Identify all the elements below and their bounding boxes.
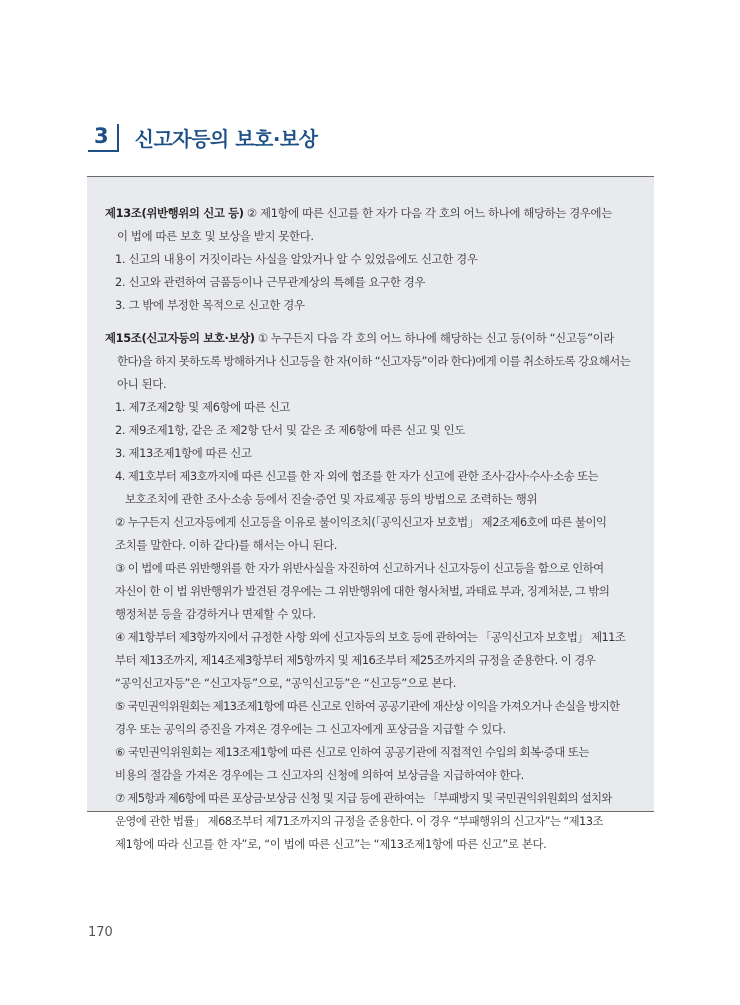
article-13-intro-1: ② 제1항에 따른 신고를 한 자가 다음 각 호의 어느 하나에 해당하는 경우에는	[243, 206, 612, 220]
article-13-item-1: 1. 신고의 내용이 거짓이라는 사실을 알았거나 알 수 있었음에도 신고한 경우	[115, 252, 478, 266]
article-15-para-2-line-1: ② 누구든지 신고자등에게 신고등을 이유로 불이익조치(「공익신고자 보호법」 제2조제6호에 따른 불이익	[115, 515, 607, 529]
article-15-heading: 제15조(신고자등의 보호·보상)	[105, 331, 255, 345]
article-15-intro-3: 아니 된다.	[117, 377, 167, 391]
article-15-para-4-line-3: “공익신고자등”은 “신고자등”으로, “공익신고등”은 “신고등”으로 본다.	[115, 676, 457, 690]
article-15-para-2-line-2: 조치를 말한다. 이하 같다)를 해서는 아니 된다.	[115, 538, 338, 552]
article-15-para-7-line-1: ⑦ 제5항과 제6항에 따른 포상금·보상금 신청 및 지급 등에 관하여는 「부패방지 및 국민권익위원회의 설치와	[115, 791, 612, 805]
article-15-para-7-line-3: 제1항에 따라 신고를 한 자”로, “이 법에 따른 신고”는 “제13조제1항에 따른 신고”로 본다.	[115, 837, 547, 851]
article-15-intro-2: 한다)을 하지 못하도록 방해하거나 신고등을 한 자(이하 “신고자등”이라 한다)에게 이를 취소하도록 강요해서는	[117, 354, 631, 368]
article-15-para-7-line-2: 운영에 관한 법률」 제68조부터 제71조까지의 규정을 준용한다. 이 경우 “부패행위의 신고자”는 “제13조	[115, 814, 603, 828]
law-excerpt-box	[87, 176, 654, 851]
article-15-para-6-line-1: ⑥ 국민권익위원회는 제13조제1항에 따른 신고로 인하여 공공기관에 직접적인 수입의 회복·증대 또는	[115, 745, 589, 759]
article-15-para-4-line-1: ④ 제1항부터 제3항까지에서 규정한 사항 외에 신고자등의 보호 등에 관하여는 「공익신고자 보호법」 제11조	[115, 630, 626, 644]
article-15-intro-1: ① 누구든지 다음 각 호의 어느 하나에 해당하는 신고 등(이하 “신고등”이라	[254, 331, 614, 345]
article-15-item-3: 3. 제13조제1항에 따른 신고	[115, 446, 252, 460]
article-15-para-5-line-2: 경우 또는 공익의 증진을 가져온 경우에는 그 신고자에게 포상금을 지급할 수 있다.	[115, 722, 506, 736]
article-13-intro-2: 이 법에 따른 보호 및 보상을 받지 못한다.	[117, 229, 314, 243]
article-13	[105, 202, 638, 317]
section-heading	[88, 118, 318, 152]
article-13-intro-line-1	[105, 202, 638, 225]
article-13-item-3: 3. 그 밖에 부정한 목적으로 신고한 경우	[115, 298, 305, 312]
article-15-para-5-line-1: ⑤ 국민권익위원회는 제13조제1항에 따른 신고로 인하여 공공기관에 재산상 이익을 가져오거나 손실을 방지한	[115, 699, 620, 713]
law-excerpt-content	[105, 202, 638, 856]
article-15-para-3-line-1: ③ 이 법에 따른 위반행위를 한 자가 위반사실을 자진하여 신고하거나 신고자등이 신고등을 함으로 인하여	[115, 561, 604, 575]
page-number: 170	[88, 925, 113, 940]
article-13-heading: 제13조(위반행위의 신고 등)	[105, 206, 244, 220]
article-15-item-2: 2. 제9조제1항, 같은 조 제2항 단서 및 같은 조 제6항에 따른 신고 및 인도	[115, 423, 465, 437]
article-15-intro-line-1	[105, 327, 638, 350]
article-15-item-4-cont: 보호조치에 관한 조사·소송 등에서 진술·증언 및 자료제공 등의 방법으로 조력하는 행위	[125, 492, 538, 506]
section-number: 3	[88, 124, 119, 152]
article-15-item-1: 1. 제7조제2항 및 제6항에 따른 신고	[115, 400, 291, 414]
article-15-para-3-line-3: 행정처분 등을 감경하거나 면제할 수 있다.	[115, 607, 316, 621]
section-title: 신고자등의 보호·보상	[134, 127, 318, 151]
article-15-para-4-line-2: 부터 제13조까지, 제14조제3항부터 제5항까지 및 제16조부터 제25조까지의 규정을 준용한다. 이 경우	[115, 653, 596, 667]
article-15-para-6-line-2: 비용의 절감을 가져온 경우에는 그 신고자의 신청에 의하여 보상금을 지급하여야 한다.	[115, 768, 524, 782]
article-15-item-4: 4. 제1호부터 제3호까지에 따른 신고를 한 자 외에 협조를 한 자가 신고에 관한 조사·감사·수사·소송 또는	[115, 469, 599, 483]
article-13-item-2: 2. 신고와 관련하여 금품등이나 근무관계상의 특혜를 요구한 경우	[115, 275, 426, 289]
article-15-para-3-line-2: 자신이 한 이 법 위반행위가 발견된 경우에는 그 위반행위에 대한 형사처벌, 과태료 부과, 징계처분, 그 밖의	[115, 584, 610, 598]
article-15	[105, 327, 638, 856]
